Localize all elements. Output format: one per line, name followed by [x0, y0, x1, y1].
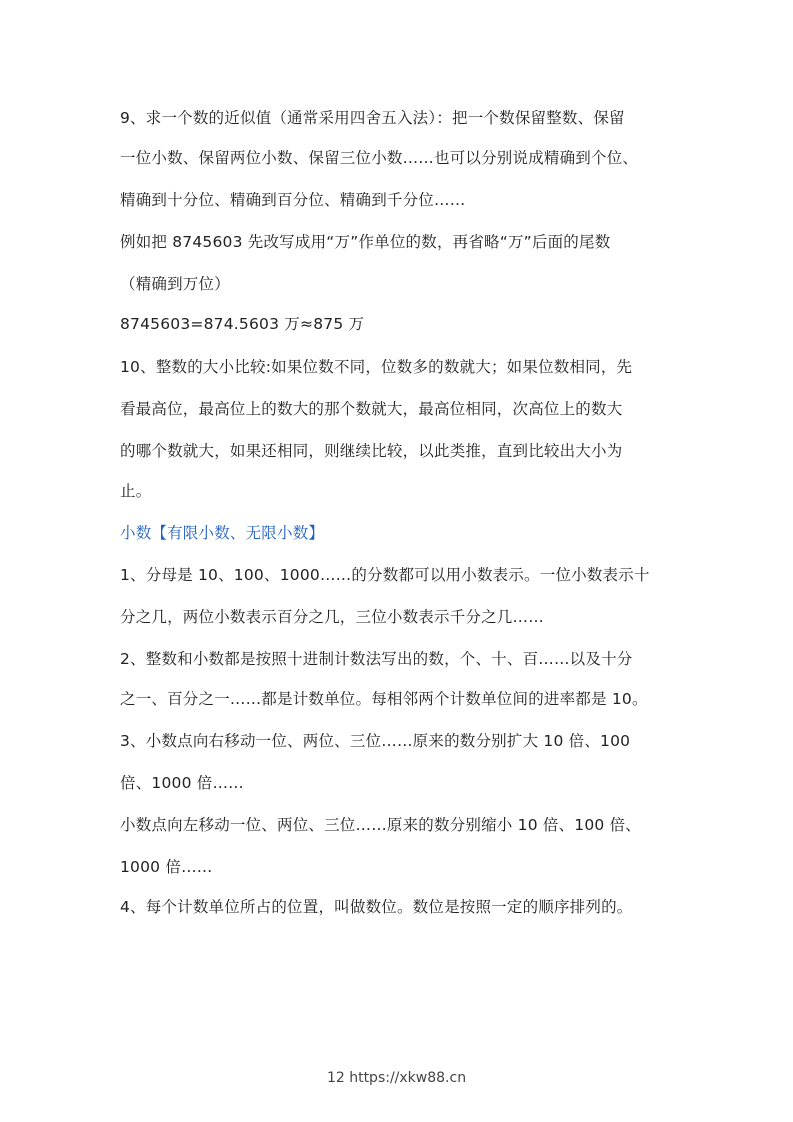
page-footer: 12 https://xkw88.cn	[326, 1070, 467, 1086]
text-line: 一位小数、保留两位小数、保留三位小数……也可以分别说成精确到个位、	[120, 149, 639, 167]
section-heading: 小数【有限小数、无限小数】	[120, 524, 325, 542]
text-line: 1000 倍……	[120, 858, 213, 876]
text-line: 9、求一个数的近似值（通常采用四舍五入法）：把一个数保留整数、保留	[120, 109, 625, 127]
text-line: 8745603=874.5603 万≈875 万	[120, 315, 365, 333]
text-line: 精确到十分位、精确到百分位、精确到千分位……	[120, 191, 466, 209]
text-line: （精确到万位）	[120, 275, 230, 293]
text-line: 1、分母是 10、100、1000……的分数都可以用小数表示。一位小数表示十	[120, 566, 650, 584]
text-line: 4、每个计数单位所占的位置，叫做数位。数位是按照一定的顺序排列的。	[120, 898, 633, 916]
text-line: 止。	[120, 482, 152, 500]
text-line: 2、整数和小数都是按照十进制计数法写出的数，个、十、百……以及十分	[120, 650, 633, 668]
text-line: 之一、百分之一……都是计数单位。每相邻两个计数单位间的进率都是 10。	[120, 690, 648, 708]
text-line: 小数点向左移动一位、两位、三位……原来的数分别缩小 10 倍、100 倍、	[120, 816, 641, 834]
text-line: 例如把 8745603 先改写成用“万”作单位的数，再省略“万”后面的尾数	[120, 233, 611, 251]
text-line: 分之几，两位小数表示百分之几，三位小数表示千分之几……	[120, 608, 544, 626]
text-line: 倍、1000 倍……	[120, 774, 244, 792]
text-line: 的哪个数就大，如果还相同，则继续比较，以此类推，直到比较出大小为	[120, 442, 623, 460]
text-line: 看最高位，最高位上的数大的那个数就大，最高位相同，次高位上的数大	[120, 400, 623, 418]
text-line: 10、整数的大小比较:如果位数不同，位数多的数就大；如果位数相同，先	[120, 358, 633, 376]
text-line: 3、小数点向右移动一位、两位、三位……原来的数分别扩大 10 倍、100	[120, 732, 631, 750]
